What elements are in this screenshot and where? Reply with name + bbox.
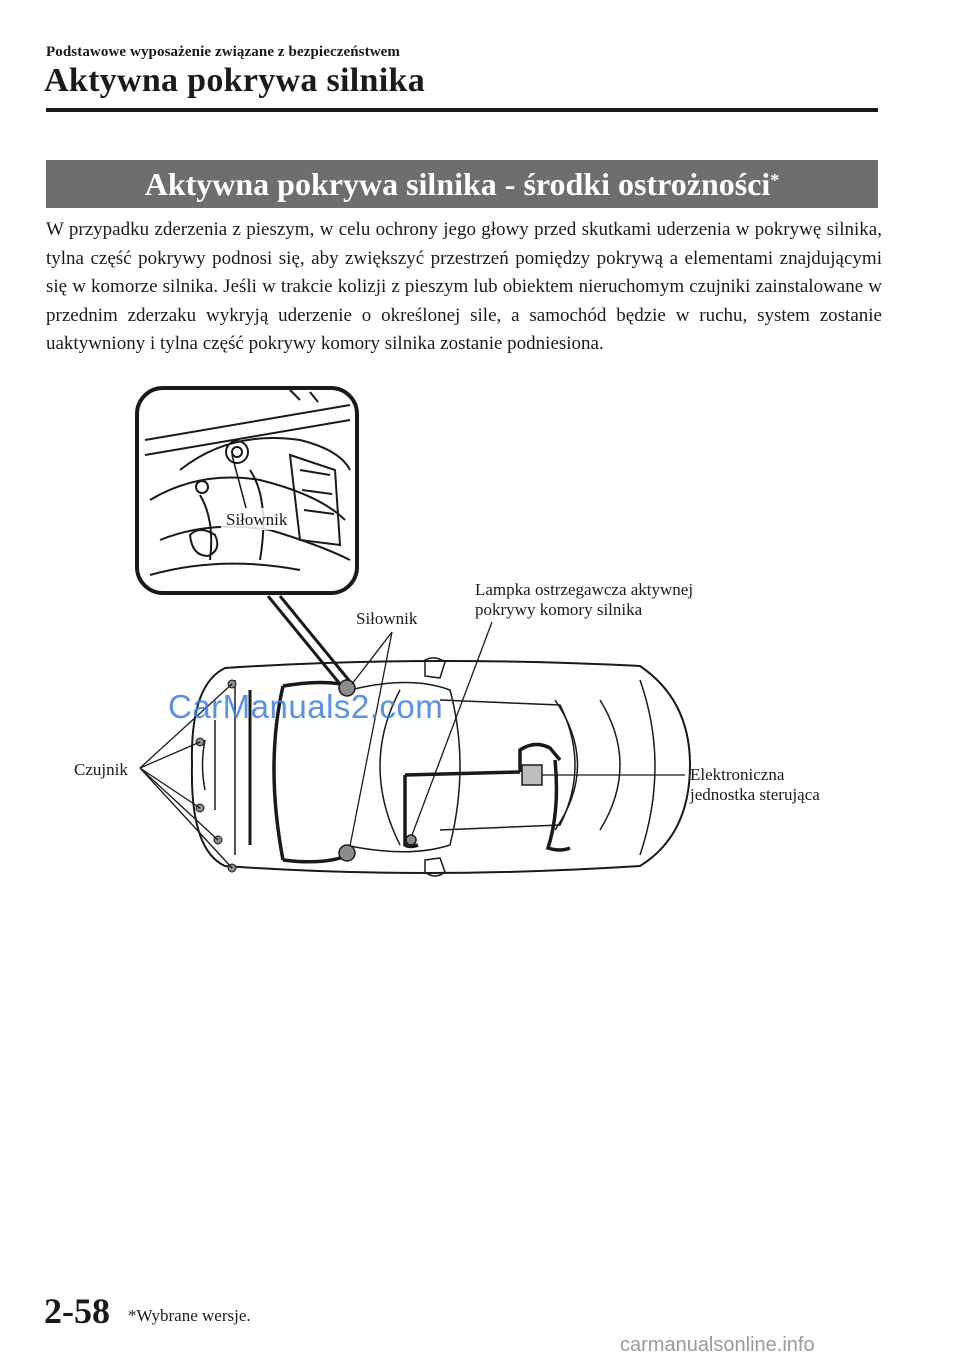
warning-lamp-marker: [406, 835, 416, 845]
active-bonnet-diagram: [0, 380, 960, 900]
section-banner: [46, 160, 878, 208]
inset-engine-photo: [137, 388, 357, 593]
actuator-marker-bottom: [339, 845, 355, 861]
page-number: 2-58: [44, 1291, 110, 1331]
sensor-label: Czujnik: [74, 760, 128, 779]
section-label: Podstawowe wyposażenie związane z bezpieczeństwem: [46, 44, 400, 60]
inset-actuator-label: Siłownik: [226, 510, 288, 529]
warning-lamp-label-line2: pokrywy komory silnika: [475, 600, 643, 619]
footer-site-link[interactable]: carmanualsonline.info: [620, 1334, 815, 1356]
zoom-connector: [268, 596, 340, 684]
warning-lamp-label-line1: Lampka ostrzegawcza aktywnej: [475, 580, 694, 599]
watermark: CarManuals2.com: [168, 688, 444, 725]
ecu-label-line2: jednostka sterująca: [690, 785, 820, 804]
footnote: *Wybrane wersje.: [128, 1306, 251, 1325]
banner-asterisk: *: [770, 169, 780, 190]
ecu-label-line1: Elektroniczna: [690, 765, 785, 784]
ecu-marker: [522, 765, 542, 785]
banner-title: Aktywna pokrywa silnika - środki ostrożności: [144, 165, 771, 202]
zoom-connector-2: [280, 596, 352, 684]
header-rule: [46, 108, 878, 112]
actuator-label: Siłownik: [356, 609, 418, 628]
body-paragraph: W przypadku zderzenia z pieszym, w celu ochrony jego głowy przed skutkami uderzenia w pokrywę silnika, tylna część pokrywy podnosi się, aby zwiększyć przestrzeń pomiędzy pokrywą a elementami znajdującymi się w komorze silnika. Jeśli w trakcie kolizji z pieszym lub obiektem nieruchomym czujniki zainstalowane w przednim zderzaku wykryją uderzenie o określonej sile, a samochód będzie w ruchu, system zostanie uaktywniony i tylna część pokrywy komory silnika zostanie podniesiona.: [46, 219, 882, 354]
chapter-title: Aktywna pokrywa silnika: [44, 62, 425, 99]
leader-lines: [140, 622, 685, 868]
